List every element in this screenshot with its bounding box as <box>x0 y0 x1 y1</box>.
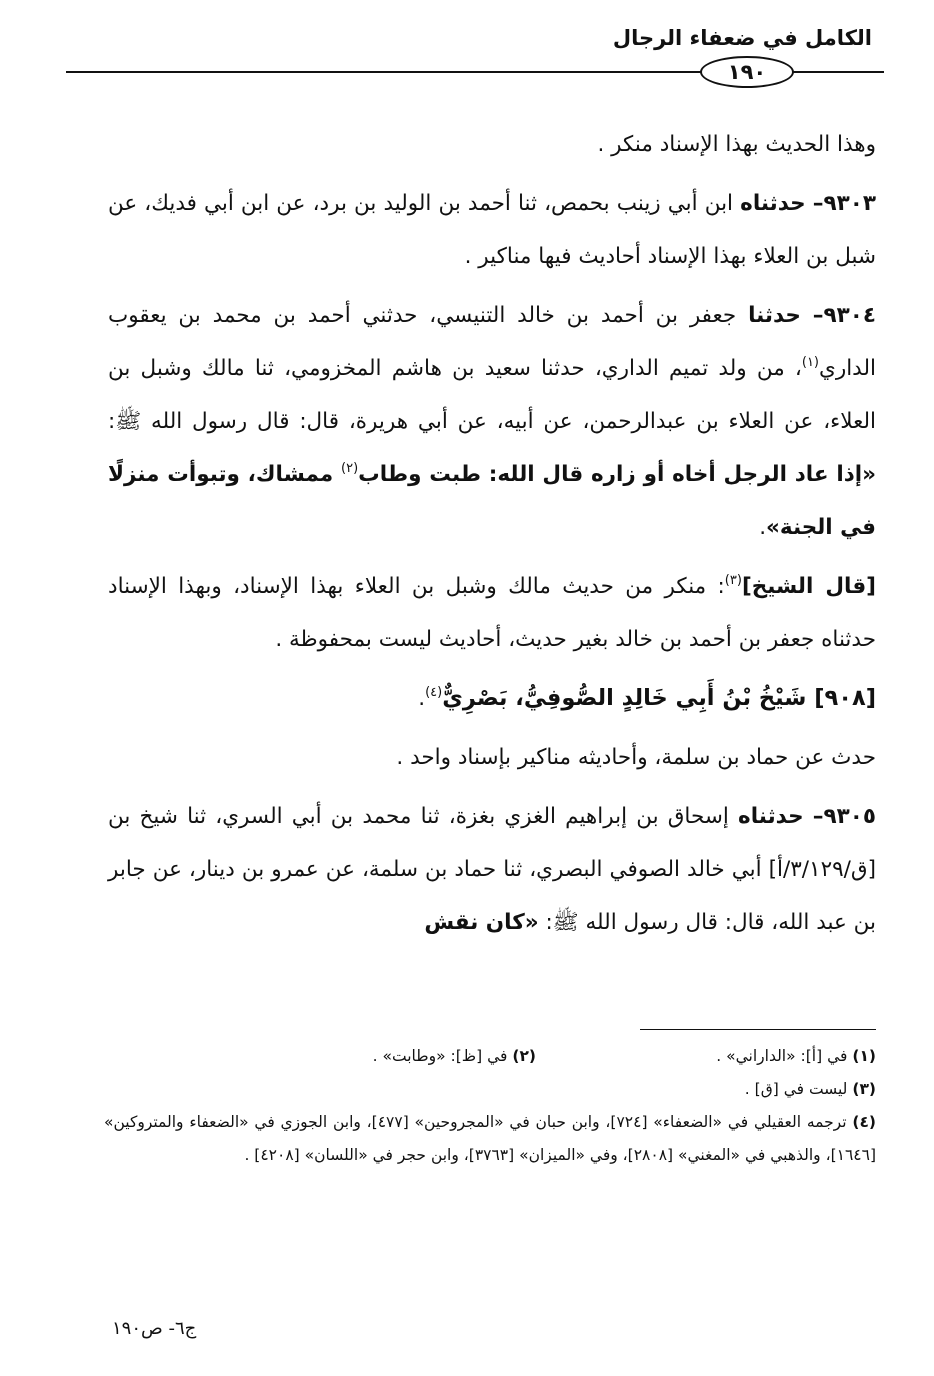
entry-description: حدث عن حماد بن سلمة، وأحاديثه مناكير بإسناد واحد . <box>396 745 876 770</box>
hadith-text: إسحاق بن إبراهيم الغزي بغزة، ثنا محمد بن أبي السري، ثنا شيخ بن [ق/٣/١٢٩/أ] أبي خالد الصوفي البصري، ثنا حماد بن سلمة، عن عمرو بن دينار، عن جابر بن عبد الله، قال: قال رسول الله ﷺ: <box>108 804 876 935</box>
sheikh-comment-text: : منكر من حديث مالك وشبل بن العلاء بهذا الإسناد، وبهذا الإسناد حدثناه جعفر بن أحمد بن خالد بغير حديث، أحاديث ليست بمحفوظة . <box>108 574 876 652</box>
folio-reference: ج٦- ص١٩٠ <box>112 1318 197 1339</box>
entry-title: [٩٠٨] شَيْخُ بْنُ أَبِي خَالِدٍ الصُّوفِيُّ، بَصْرِيٌّ <box>442 685 876 711</box>
paragraph-intro: وهذا الحديث بهذا الإسناد منكر . <box>597 132 876 157</box>
footnote-ref-3: (٣) <box>724 573 742 588</box>
entry-title-end: . <box>418 686 426 711</box>
footnote-separator <box>640 1029 876 1030</box>
hadith-9305 <box>108 790 876 949</box>
footnote-4 <box>104 1106 876 1172</box>
footnote-text: في [ظ]: «وطابت» . <box>372 1047 508 1065</box>
page-number-badge: ١٩٠ <box>700 56 794 88</box>
hadith-9303 <box>108 177 876 283</box>
main-text <box>108 118 876 949</box>
footnote-number: (٣) <box>852 1080 876 1098</box>
footnote-text: في [أ]: «الداراني» . <box>716 1047 848 1065</box>
footnote-2 <box>196 1040 536 1073</box>
footnote-text: ليست في [ق] . <box>744 1080 848 1098</box>
footnote-1 <box>536 1040 876 1073</box>
footnote-ref-1: (١) <box>801 355 819 370</box>
footnote-3 <box>104 1073 876 1106</box>
footnote-text: ترجمه العقيلي في «الضعفاء» [٧٢٤]، وابن حبان في «المجروحين» [٤٧٧]، وابن الجوزي في «الضعفاء والمتروكين» [١٦٤٦]، والذهبي في «المغني» [٢٨٠٨]، وفي «الميزان» [٣٧٦٣]، وابن حجر في «اللسان» [٤٢٠٨] . <box>104 1113 876 1164</box>
hadith-text: ابن أبي زينب بحمص، ثنا أحمد بن الوليد بن برد، عن ابن أبي فديك، عن شبل بن العلاء بهذا الإسناد أحاديث فيها مناكير . <box>108 191 876 269</box>
hadith-quote: «إذا عاد الرجل أخاه أو زاره قال الله: طبت وطاب <box>358 462 876 487</box>
hadith-number: ٩٣٠٥– <box>812 804 876 829</box>
sheikh-label: [قال الشيخ] <box>741 574 876 599</box>
hadith-lead: حدثناه <box>740 191 806 216</box>
hadith-end: . <box>759 515 767 540</box>
hadith-lead: حدثناه <box>738 804 804 829</box>
footnote-ref-4: (٤) <box>425 685 443 700</box>
footnote-row <box>104 1040 876 1073</box>
running-title: الكامل في ضعفاء الرجال <box>612 26 872 50</box>
hadith-text-cont: ، من ولد تميم الداري، حدثنا سعيد بن هاشم المخزومي، ثنا مالك وشبل بن العلاء، عن العلاء بن عبدالرحمن، عن أبيه، عن أبي هريرة، قال: قال رسول الله ﷺ: <box>108 356 876 434</box>
footnote-number: (١) <box>852 1047 876 1065</box>
hadith-9304 <box>108 289 876 554</box>
entry-908-heading <box>108 672 876 725</box>
footnote-number: (٤) <box>852 1113 877 1131</box>
hadith-quote-cont: ممشاك، وتبوأت منزلًا في الجنة» <box>108 462 876 540</box>
hadith-number: ٩٣٠٣– <box>812 191 876 216</box>
hadith-text: جعفر بن أحمد بن خالد التنيسي، حدثني أحمد بن محمد بن يعقوب الداري <box>108 303 876 381</box>
sheikh-comment <box>108 560 876 666</box>
hadith-quote: «كان نقش <box>424 910 539 935</box>
hadith-lead: حدثنا <box>748 303 801 328</box>
footnote-ref-2: (٢) <box>341 461 359 476</box>
hadith-number: ٩٣٠٤– <box>812 303 876 328</box>
footnote-number: (٢) <box>512 1047 536 1065</box>
footnotes <box>104 1040 876 1172</box>
